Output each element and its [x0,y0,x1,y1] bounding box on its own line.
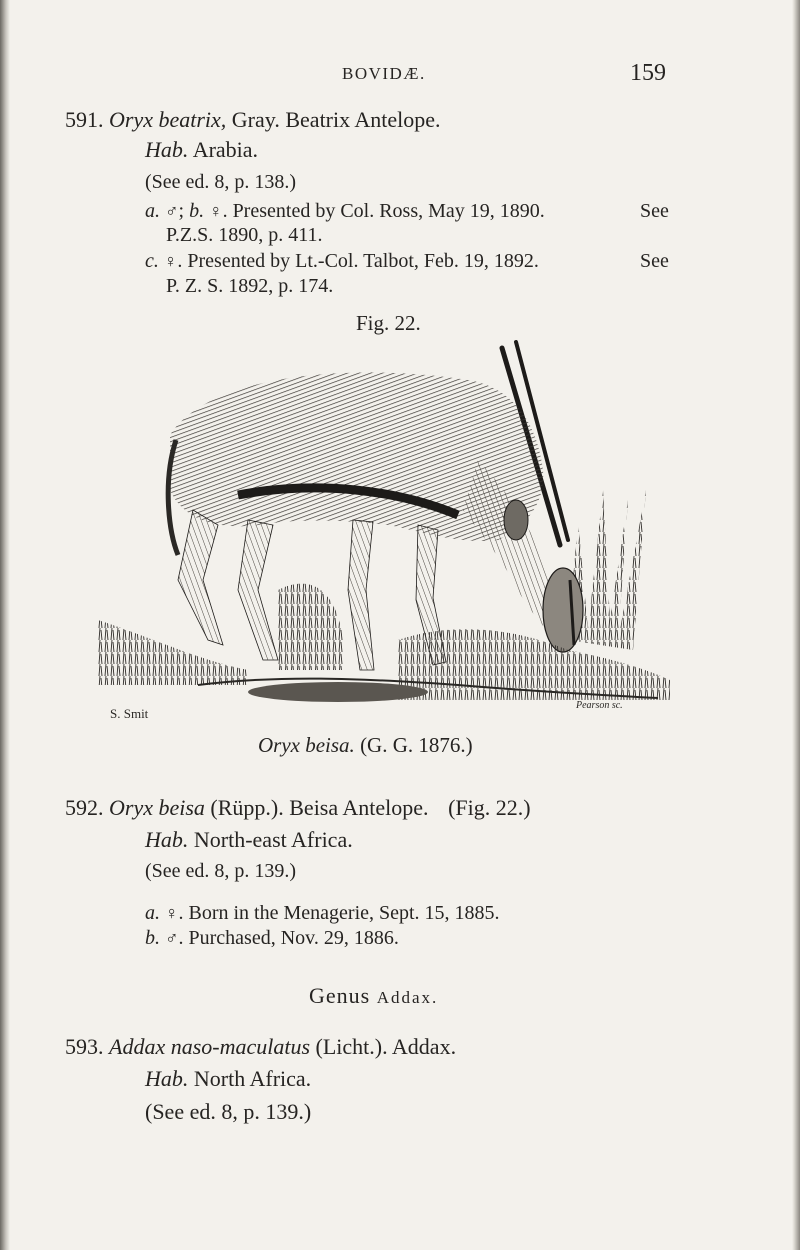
hind-leg-left [178,510,223,645]
female-symbol: ♀ [209,201,223,221]
grass-left [98,620,248,685]
ear [504,500,528,540]
entry-591-specimen-c [145,250,539,273]
entry-number: 591. [65,107,104,132]
entry-591-specimen-ab-see: See [640,200,669,222]
female-symbol: ♀ [165,903,179,923]
entry-591-specimen-ab-cont: P.Z.S. 1890, p. 411. [166,224,323,246]
entry-591-specimen-c-see: See [640,250,669,272]
habitat-value: Arabia. [192,137,259,162]
entry-593-habitat [145,1066,311,1092]
page-edge-right [792,0,800,1250]
fore-leg-left [348,520,374,670]
page-number: 159 [630,60,666,86]
species-authority: (Licht.). [315,1034,388,1059]
specimen-letter: b. [145,927,160,949]
genus-name: Addax. [376,988,439,1007]
entry-591-reference: (See ed. 8, p. 138.) [145,171,297,193]
entry-593-title [65,1034,456,1060]
running-title: BOVIDÆ. [342,64,426,83]
shadow [248,682,428,702]
species-authority: Gray. [231,107,280,132]
habitat-label: Hab. [145,1066,189,1091]
figure-caption [258,733,473,758]
entry-592-title [65,795,531,821]
entry-number: 592. [65,795,104,820]
species-name: Oryx beisa [109,795,205,820]
species-name: Addax naso-maculatus [109,1034,311,1059]
separator: ; [178,200,185,222]
specimen-letter: a. [145,200,160,222]
figure-label: Fig. 22. [356,311,421,335]
hind-leg-right [238,520,278,660]
page-edge-left [0,0,10,1250]
specimen-letter: c. [145,250,159,272]
specimen-letter: a. [145,902,160,924]
species-authority: (Rüpp.). [210,795,284,820]
entry-592-specimen-a [145,902,500,925]
entry-592-reference: (See ed. 8, p. 139.) [145,860,297,882]
female-symbol: ♀ [163,251,178,271]
figure-reference: (Fig. 22.) [448,795,531,820]
specimen-text: . Presented by Col. Ross, May 19, 1890. [222,200,545,222]
habitat-value: North-east Africa. [193,827,353,852]
specimen-letter: b. [189,200,205,222]
grass-middle [278,584,343,670]
specimen-text: . Purchased, Nov. 29, 1886. [178,927,399,949]
oryx-head [543,568,583,652]
caption-species: Oryx beisa. [258,733,355,757]
common-name: Beatrix Antelope. [285,107,441,132]
entry-number: 593. [65,1034,104,1059]
genus-prefix: Genus [309,983,371,1008]
common-name: Beisa Antelope. [289,795,429,820]
entry-591-specimen-ab [145,200,545,223]
species-name: Oryx beatrix, [109,107,227,132]
habitat-label: Hab. [145,827,189,852]
habitat-label: Hab. [145,137,189,162]
page-header [0,60,800,90]
habitat-value: North Africa. [193,1066,312,1091]
male-symbol: ♂ [165,928,179,948]
engraver-signature-right: Pearson sc. [576,700,623,711]
entry-591-specimen-c-cont: P. Z. S. 1892, p. 174. [166,275,334,297]
oryx-engraving [98,340,670,725]
specimen-text: . Born in the Menagerie, Sept. 15, 1885. [178,902,500,924]
caption-source: (G. G. 1876.) [360,733,473,757]
entry-591-title [65,107,441,133]
male-symbol: ♂ [165,201,179,221]
engraver-signature-left: S. Smit [110,706,149,721]
specimen-text: . Presented by Lt.-Col. Talbot, Feb. 19, 1892. [177,250,539,272]
entry-593-reference: (See ed. 8, p. 139.) [145,1099,312,1124]
entry-592-specimen-b [145,927,399,950]
common-name: Addax. [391,1034,457,1059]
entry-592-habitat [145,827,353,853]
entry-591-habitat [145,137,258,163]
genus-heading [309,983,438,1009]
